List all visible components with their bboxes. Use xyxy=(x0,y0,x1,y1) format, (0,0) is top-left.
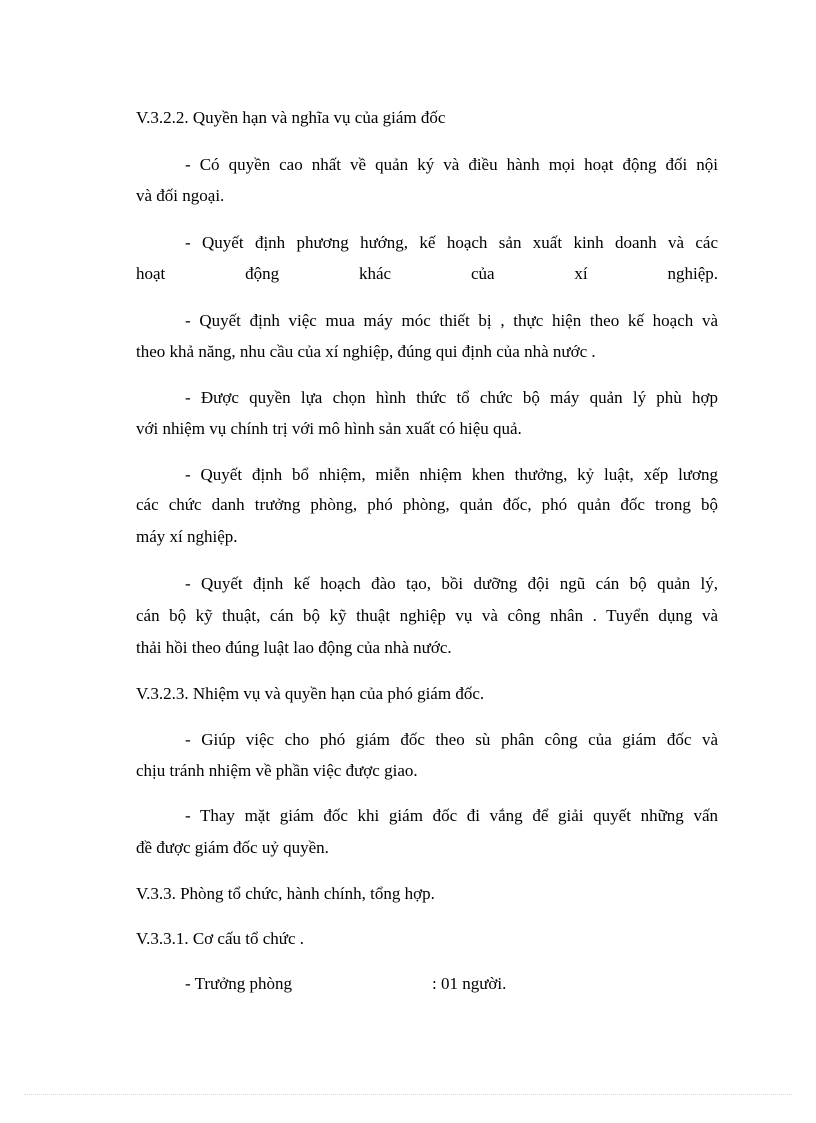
paragraph-line: cán bộ kỹ thuật, cán bộ kỹ thuật nghiệp vụ và công nhân . Tuyển dụng và xyxy=(136,606,718,625)
paragraph-line: - Thay mặt giám đốc khi giám đốc đi vắng để giải quyết những vấn xyxy=(185,806,718,825)
paragraph-line: các chức danh trưởng phòng, phó phòng, quản đốc, phó quản đốc trong bộ xyxy=(136,495,718,514)
paragraph-line: máy xí nghiệp. xyxy=(136,527,238,546)
section-heading-v3-2-3: V.3.2.3. Nhiệm vụ và quyền hạn của phó giám đốc. xyxy=(136,684,485,703)
paragraph-line: theo khả năng, nhu cầu của xí nghiệp, đúng qui định của nhà nước . xyxy=(136,342,596,361)
paragraph-line: đề được giám đốc uỷ quyền. xyxy=(136,838,329,857)
paragraph-line: - Quyết định việc mua máy móc thiết bị , thực hiện theo kế hoạch và xyxy=(185,311,718,330)
paragraph-line: - Quyết định kế hoạch đào tạo, bồi dưỡng đội ngũ cán bộ quản lý, xyxy=(185,574,718,593)
paragraph-line: - Giúp việc cho phó giám đốc theo sù phân công của giám đốc và xyxy=(185,730,718,749)
paragraph-line: với nhiệm vụ chính trị với mô hình sản xuất có hiệu quả. xyxy=(136,419,522,438)
page-bottom-divider xyxy=(24,1094,792,1095)
paragraph-line: chịu tránh nhiệm về phần việc được giao. xyxy=(136,761,418,780)
section-heading-v3-2-2: V.3.2.2. Quyền hạn và nghĩa vụ của giám đốc xyxy=(136,108,446,127)
paragraph-line: - Quyết định phương hướng, kế hoạch sản xuất kinh doanh và các xyxy=(185,233,718,252)
paragraph-line: - Quyết định bổ nhiệm, miễn nhiệm khen thưởng, kỷ luật, xếp lương xyxy=(185,465,718,484)
section-heading-v3-3: V.3.3. Phòng tổ chức, hành chính, tổng hợp. xyxy=(136,884,435,903)
staff-count-value: : 01 người. xyxy=(432,974,507,993)
paragraph-line: và đối ngoại. xyxy=(136,186,225,205)
paragraph-line: - Được quyền lựa chọn hình thức tổ chức bộ máy quản lý phù hợp xyxy=(185,388,718,407)
paragraph-line: - Có quyền cao nhất về quản ký và điều hành mọi hoạt động đối nội xyxy=(185,155,718,174)
staff-role-label: - Trưởng phòng xyxy=(185,974,293,993)
paragraph-line: hoạt động khác của xí nghiệp. xyxy=(136,264,718,283)
section-heading-v3-3-1: V.3.3.1. Cơ cấu tổ chức . xyxy=(136,929,305,948)
paragraph-line: thải hồi theo đúng luật lao động của nhà nước. xyxy=(136,638,452,657)
